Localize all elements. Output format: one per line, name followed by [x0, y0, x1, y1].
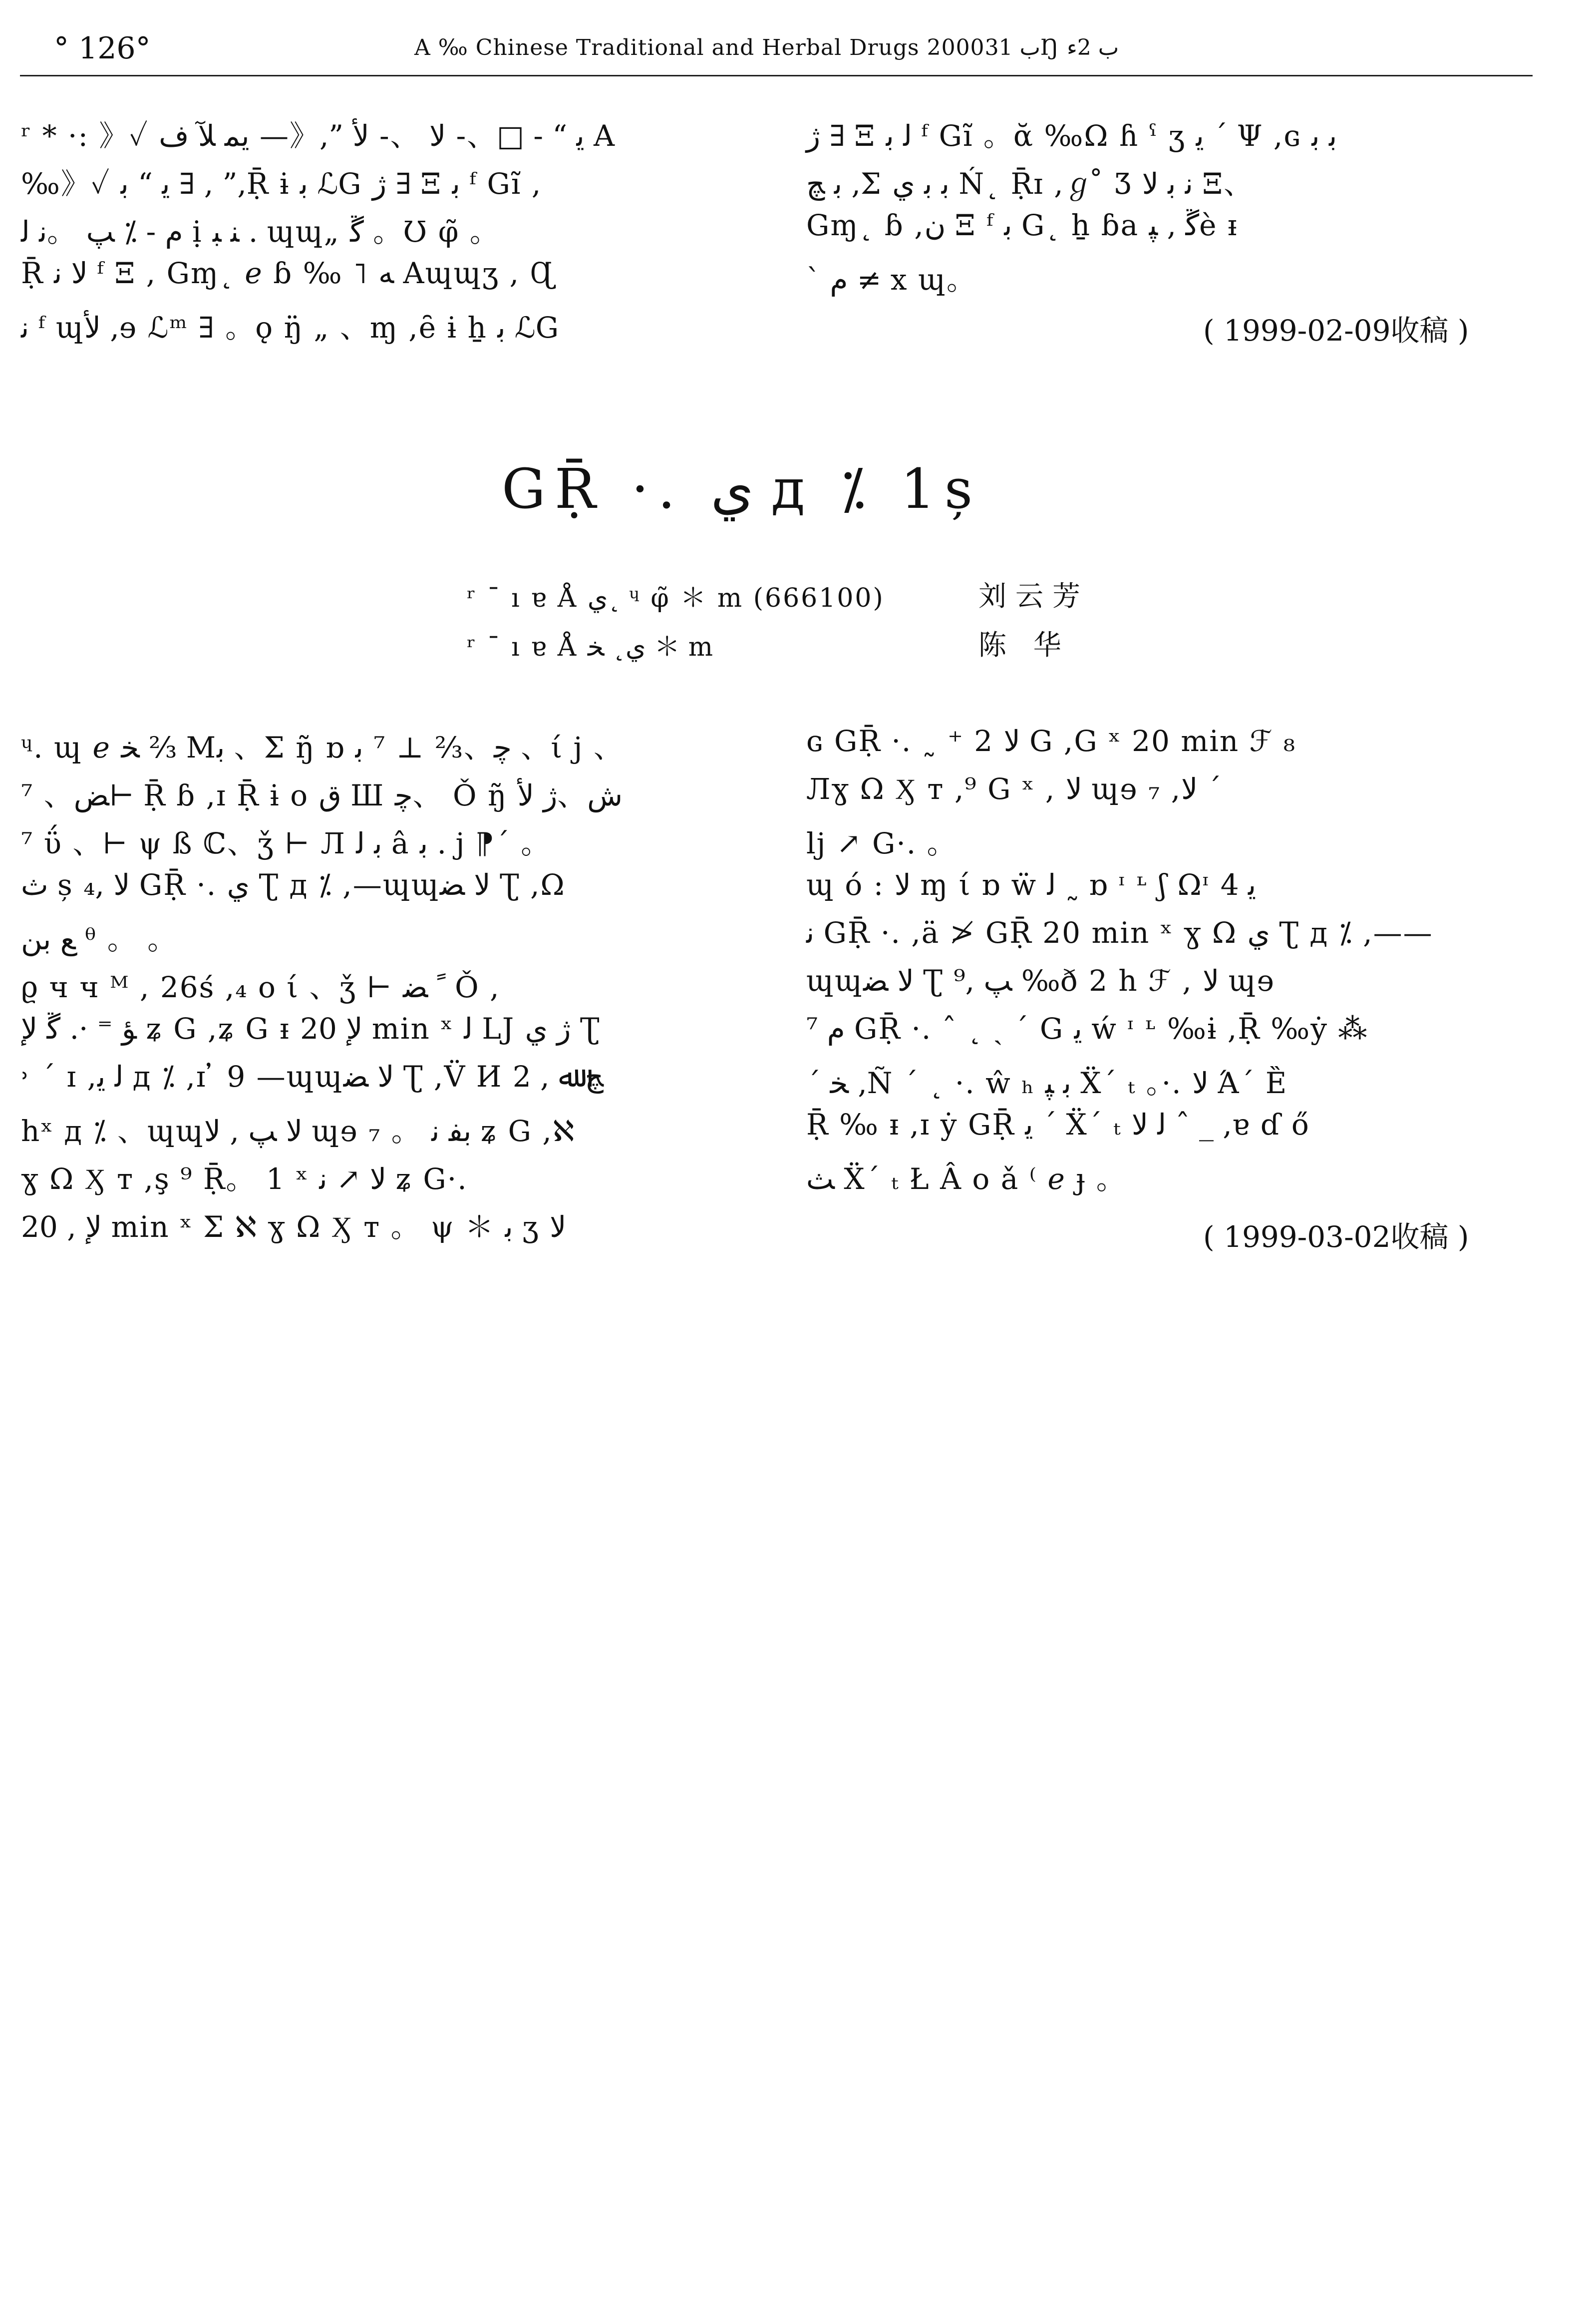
author-name: 陈 华	[978, 629, 1070, 662]
text-line: ˒ ´ ɪ ,ﻟ ﻳ д ⁒ ,ɪ ̓ 9 —ɰɰﻻ ﻀ Ʈ ,V̈ И ﭻ ﷲ , 2	[21, 1060, 604, 1094]
text-line: ﺚ Ẍ´ ₜ Ł Â o ǎ ⁽ ℯ ɟ 。	[806, 1162, 1126, 1196]
text-line: ⁷ ﻡ GṜ ·. ˆ ˛ ˏ ´ G ﻳ ẃ ᶦ ᶫ ‰ɨ ,Ṝ ‰ẏ ⁂	[806, 1012, 1368, 1046]
text-line: lj ↗ G·. 。	[806, 826, 957, 860]
journal-header: A ‰ Chinese Traditional and Herbal Drugs 2000ب 31Ŋ ب 2ء	[414, 35, 1119, 60]
text-line: ϱ ч ч ᴹ , 26ś ,₄ o ί 、ǯ ⊢ ﹰ ﻀ Ǒ ,	[21, 970, 500, 1004]
text-line: ɰɰﻻ ﻀ Ʈ ﭗ ,⁹ ‰ð 2 h ℱ , ﻻ ɰɘ	[806, 964, 1275, 998]
text-line: ﻹ , 20 min ˣ Σ ℵ ɣ Ω Ӽ т 。 ψ ＊ ﺑ ʒ ﻻ	[21, 1210, 567, 1244]
text-line: ɰ ó : ﻻ ɱ ί ɒ ẅ ﻟ ˷ ɒ ᶦ ᶫ ʃ Ωᶦ ﻳ 4	[806, 868, 1257, 902]
text-line: ‰》✓ ﻳ “ ﺑ ∃ , ”,Ṝ ɨ ﺑ ℒG ﮊ ∃ Ξ ﺑ ᶠ Gĩ ,	[21, 167, 542, 201]
author-affiliation: ʳ ¯ ı ɐ Å ﻱ˛ ᶣ φ̃ ＊ m (666100)	[467, 583, 885, 613]
text-line: ⁷ 、ﺾ⊢ Ṝ ɓ ,ɪ Ṝ ɨ o ﻕ Ш ﭼ、 Ǒ ŋ̃ ﺵ、ﮊ ﻷ	[21, 778, 623, 812]
text-line: Ṝ ﻻ ﻧ ᶠ Ξ , Gɱ˛ ℯ ɓ ‰ ˥ ﻪ Aɰɰʒ , Ɋ	[21, 256, 554, 290]
text-line: ﻊ ﺑﻦ ᶿ 。 。	[21, 922, 178, 956]
text-line: Лɣ Ω Ӽ т ,⁹ G ˣ , ﻻ ɰɘ ₇ ,ﻻ ´	[806, 772, 1222, 806]
text-line: ﻡ - ⁒ ﭗ 。ﻧ ﻟ ị ﻨ ﺒ . ɰɰ„ ﮜ 。Ʊ φ̃ 。	[21, 215, 500, 249]
text-line: ʳ * ·: 》✓ ﻳ “ - □、- ﻻ 、- ﻷ ”,《— ﻳﻤ ﻶ ﻑ A	[21, 119, 616, 153]
header-rule	[20, 75, 1533, 76]
text-line: ﻧ GṜ ·. ,ä ≯ GṜ 20 min ˣ ɣ Ω ﻱ Ʈ д ⁒ ,——	[806, 916, 1433, 950]
article-title: GṜ ·. ﻱ д ⁒ 1ș	[502, 457, 982, 521]
text-line: ⁷ ΰ 、⊢ ψ ß ℂ、ǯ ⊢ Л ﺑ ﻟ â ﺑ . j ⁋´ 。	[21, 826, 551, 860]
author-affiliation: ʳ ¯ ı ɐ Å ﻱ˛ ﺨ ＊ m	[467, 632, 715, 662]
received-date: ( 1999-02-09收稿 )	[1203, 314, 1469, 348]
text-line: ´ ﺨ ,Ñ ´ ˛ ·. ŵ ₕ ﺑ ﭙ Ẍ´ ₜ 。·. ﻻ Ά´ Ȅ	[806, 1066, 1288, 1100]
text-line: Gɱ˛ ɓ ,ﻥ Ξ ᶠ ﺑ G˛ ẖ ɓa ﮜ , ﭙè ᵻ	[806, 208, 1238, 242]
text-line: ﺆ ⁼ ·. ﮜ ﻹ ʑ G ,ʑ G ᵻ ﻹ 20 min ˣ ﻟ LJ ﮊ ﻱ Ʈ	[21, 1012, 601, 1046]
text-line: hˣ д ⁒ 、ɰɰﻻ ﭗ , ﻻ ɰɘ ₇ 。 ﺑﻔ ﻧ ʑ G ,ℵ	[21, 1114, 576, 1148]
page-number: ° 126°	[54, 31, 151, 66]
text-line: ﮊ ∃ Ξ ﻟ ﺑ ᶠ Gĩ 。ᾰ ‰Ω ɦ ˤ ʒ ﻳ ´ Ψ ,ɢ ﺑ ﺑ	[806, 119, 1337, 153]
text-line: ɣ Ω Ӽ т ,ş ⁹ Ṝ。 1 ˣ ﻻ ↗ ﻧ ʑ G·.	[21, 1162, 468, 1196]
text-line: ﺑ ﭻ ,Σ ﺑ ﺑ ﻱ Ń˛ Ṝɪ ,ℊ ̊ Ʒ ﻧ ﺑ ﻻ Ξ、	[806, 167, 1254, 201]
text-line: ﻧ ᶠ ɰﻷ ,ɘ ℒᵐ ∃ 。ǫ ŋ̈ „ 、ɱ ,ȇ ɨ ẖ ﺑ ℒG	[21, 311, 560, 345]
received-date: ( 1999-03-02收稿 )	[1203, 1220, 1469, 1254]
text-line: ﺙ ș ﻻ ,₄ GṜ ·. ﻱ Ʈ д ⁒ ,—ɰɰﻻ ﻀ Ʈ ,Ω	[21, 868, 566, 902]
text-line: ɢ GṜ ·. ˷ ⁺ 2 ﻻ G ,G ˣ 20 min ℱ ₈	[806, 724, 1296, 758]
text-line: ` ﻡ ≠ x ɰ。	[806, 263, 976, 297]
author-name: 刘云芳	[978, 580, 1089, 613]
text-line: ᶣ. ɰ ℯ ﺨ ⅔ Mﺑ 、Σ ŋ̃ ɒ ﭼ、⅔ ⊥ ⁷ ﺑ 、ί j 、	[21, 731, 624, 765]
text-line: Ṝ ‰ ᵻ ,ɪ ẏ GṜ ﻳ ´ Ẍ´ ₜ ﻟ ﻻ ˆ _ ,ɐ ɗ ő	[806, 1108, 1310, 1142]
